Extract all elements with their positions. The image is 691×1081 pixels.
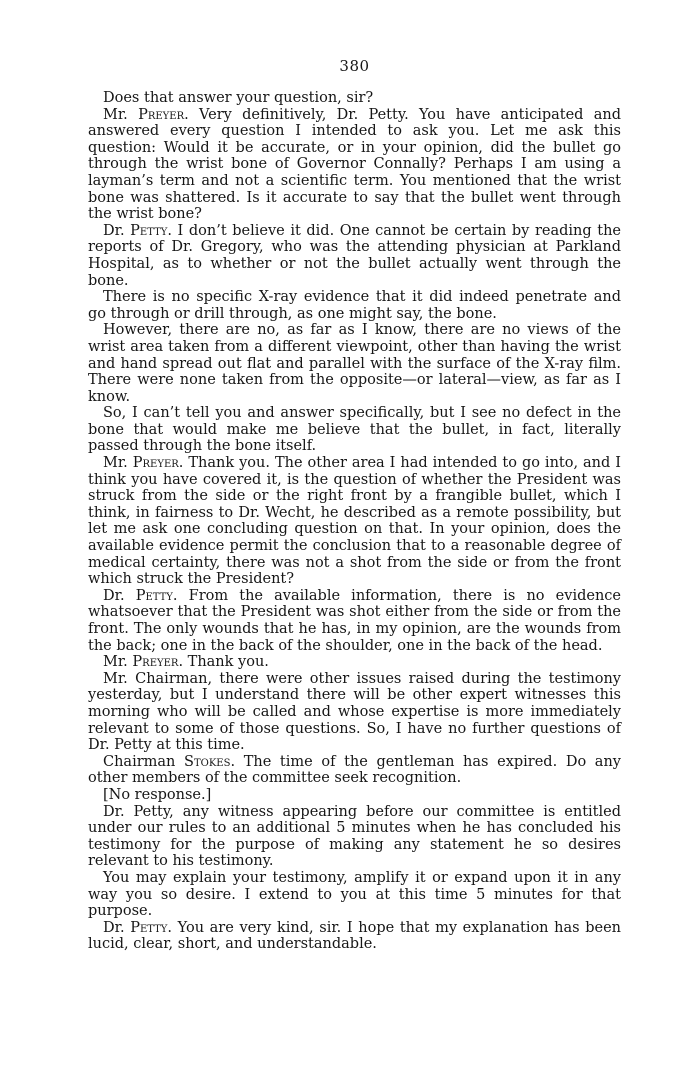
text-run: . From the available information, there is no evidence whatsoever that the President was shot either from the side or from the front. The only wounds that he has, in my opinion, are the wounds from the back; one in the back of the shoulder, one in the back of the head.: [88, 587, 621, 654]
paragraph: [88, 90, 621, 107]
paragraph: [88, 804, 621, 870]
text-run: Mr. Chairman, there were other issues raised during the testimony yesterday, but I understand there will be other expert witnesses this morning who will be called and whose expertise is more immediately relevant to some of those questions. So, I have no further questions of Dr. Petty at this time.: [88, 670, 621, 754]
text-run: Mr.: [103, 654, 133, 671]
paragraph: [88, 787, 621, 804]
text-run: Dr.: [103, 222, 131, 239]
paragraph: [88, 289, 621, 322]
page-number: 380: [339, 57, 370, 75]
paragraph: [88, 654, 621, 671]
paragraph: [88, 107, 621, 223]
text-run: Mr.: [103, 455, 133, 472]
text-run: . I don’t believe it did. One cannot be certain by reading the reports of Dr. Gregory, who was the attending physician at Parkland Hospital, as to whether or not the bullet actually went through the bone.: [88, 222, 621, 289]
speaker-name: Petty: [130, 919, 168, 936]
paragraph: [88, 405, 621, 455]
paragraph: [88, 322, 621, 405]
paragraph: [88, 588, 621, 654]
paragraph: [88, 870, 621, 920]
speaker-name: Preyer: [132, 654, 179, 671]
text-run: [No response.]: [103, 786, 212, 803]
speaker-name: Preyer: [138, 106, 185, 123]
text-run: . You are very kind, sir. I hope that my explanation has been lucid, clear, short, and understandable.: [88, 919, 621, 953]
text-run: Mr.: [103, 106, 139, 123]
paragraph: [88, 455, 621, 588]
text-run: . Thank you. The other area I had intended to go into, and I think you have covered it, is the question of whether the President was struck from the side or the right front by a frangible bullet, which I think, in fairness to Dr. Wecht, he described as a remote possibility, but let me ask one concluding question on that. In your opinion, does the available evidence permit the conclusion that to a reasonable degree of medical certainty, there was not a shot from the side or from the front which struck the President?: [88, 455, 621, 588]
text-run: . The time of the gentleman has expired. Do any other members of the committee seek recognition.: [88, 753, 621, 787]
paragraph: [88, 671, 621, 754]
text-run: Chairman: [103, 753, 185, 770]
paragraph: [88, 223, 621, 289]
text-run: So, I can’t tell you and answer specifically, but I see no defect in the bone that would make me believe that the bullet, in fact, literally passed through the bone itself.: [88, 405, 621, 455]
body-text: [88, 90, 621, 953]
text-run: Dr. Petty, any witness appearing before our committee is entitled under our rules to an additional 5 minutes when he has concluded his testimony for the purpose of making any statement he so desires relevant to his testimony.: [88, 803, 621, 870]
text-run: Dr.: [103, 587, 136, 604]
text-run: . Very definitively, Dr. Petty. You have anticipated and answered every question I intended to ask you. Let me ask this question: Would it be accurate, or in your opinion, did the bullet go through the wrist bone of Governor Connally? Perhaps I am using a layman’s term and not a scientific term. You mentioned that the wrist bone was shattered. Is it accurate to say that the bullet went through the wrist bone?: [88, 106, 622, 223]
paragraph: [88, 754, 621, 787]
text-run: There is no specific X-ray evidence that it did indeed penetrate and go through or drill through, as one might say, the bone.: [88, 289, 621, 322]
speaker-name: Petty: [130, 222, 168, 239]
text-run: Does that answer your question, sir?: [103, 90, 374, 106]
text-run: . Thank you.: [178, 654, 269, 671]
speaker-name: Preyer: [132, 455, 179, 472]
text-run: You may explain your testimony, amplify it or expand upon it in any way you so desire. I extend to you at this time 5 minutes for that purpose.: [88, 869, 621, 920]
speaker-name: Stokes: [184, 753, 231, 770]
text-run: Dr.: [103, 919, 131, 936]
paragraph: [88, 920, 621, 953]
speaker-name: Petty: [135, 587, 173, 604]
text-run: However, there are no, as far as I know, there are no views of the wrist area taken from a different viewpoint, other than having the wrist and hand spread out flat and parallel with the surface of the X-ray film. There were none taken from the opposite—or lateral—view, as far as I know.: [88, 322, 621, 405]
